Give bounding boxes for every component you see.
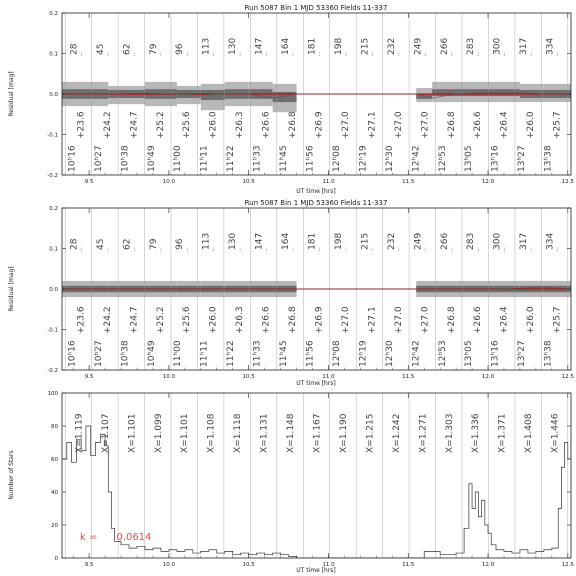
airmass-label: X=1.119	[74, 413, 85, 453]
time-label: 12ʰ53	[437, 340, 448, 367]
field-separator-glyph: :	[397, 246, 400, 253]
time-label: 11ʰ22	[226, 340, 237, 367]
field-number-label: 164	[281, 232, 292, 250]
panel-1-ylabel: Residual [mag]	[8, 71, 15, 117]
value-label: +27.1	[367, 306, 378, 334]
field-separator-glyph: :	[212, 51, 215, 58]
residual-band-inner	[273, 92, 297, 102]
value-label: +24.7	[129, 306, 140, 334]
field-number-label: 317	[519, 232, 530, 250]
value-label: +27.0	[420, 306, 431, 334]
y-tick-label: 0.0	[49, 287, 58, 293]
time-label: 11ʰ45	[279, 340, 290, 367]
value-label: +26.0	[526, 111, 537, 139]
value-label: +26.0	[208, 306, 219, 334]
y-tick-label: -0.2	[47, 368, 58, 374]
panel-2-xlabel: UT time [hrs]	[296, 380, 336, 387]
star-count-panel	[8, 391, 574, 574]
field-separator-glyph: :	[318, 51, 321, 58]
y-tick-label: -0.1	[47, 327, 58, 334]
field-number-label: 249	[413, 37, 424, 55]
value-label: +26.9	[314, 306, 325, 334]
field-separator-glyph: :	[159, 246, 162, 253]
field-separator-glyph: :	[239, 246, 242, 253]
x-tick-label: 12.0	[481, 562, 495, 568]
field-separator-glyph: :	[106, 246, 109, 253]
field-number-label: 283	[466, 37, 477, 55]
time-label: 11ʰ00	[173, 145, 184, 172]
panel-3-xlabel: UT time [hrs]	[296, 567, 336, 574]
x-tick-label: 11.5	[402, 562, 415, 568]
time-label: 12ʰ08	[331, 340, 342, 367]
field-number-label: 130	[228, 37, 239, 55]
field-separator-glyph: :	[292, 246, 295, 253]
value-label: +26.6	[473, 111, 484, 139]
field-separator-glyph: :	[133, 51, 136, 58]
field-number-label: 334	[545, 232, 556, 250]
x-tick-label: 12.0	[481, 374, 495, 380]
time-label: 12ʰ30	[384, 340, 395, 367]
x-tick-label: 10.0	[162, 562, 176, 568]
field-separator-glyph: :	[556, 246, 559, 253]
airmass-label: X=1.108	[206, 413, 217, 453]
field-separator-glyph: :	[344, 246, 347, 253]
x-tick-label: 10.0	[162, 179, 176, 185]
time-label: 12ʰ19	[358, 340, 369, 367]
value-label: +26.4	[499, 111, 510, 139]
time-label: 11ʰ11	[199, 340, 210, 367]
time-label: 12ʰ42	[411, 340, 422, 367]
time-label: 13ʰ05	[464, 340, 475, 367]
field-number-label: 266	[439, 232, 450, 250]
value-label: +23.6	[76, 306, 87, 334]
value-label: +26.8	[288, 111, 299, 139]
field-number-label: 147	[254, 37, 265, 55]
value-label: +26.8	[288, 306, 299, 334]
field-number-label: 45	[95, 43, 106, 55]
value-label: +27.0	[340, 306, 351, 334]
time-label: 10ʰ38	[120, 340, 131, 367]
value-label: +25.7	[552, 111, 563, 139]
field-separator-glyph: :	[265, 51, 268, 58]
y-tick-label: -0.2	[47, 173, 58, 179]
field-number-label: 45	[95, 238, 106, 250]
x-tick-label: 10.5	[242, 562, 255, 568]
x-tick-label: 12.5	[561, 179, 574, 185]
field-number-label: 79	[148, 43, 159, 55]
time-label: 11ʰ45	[279, 145, 290, 172]
value-label: +24.2	[102, 306, 113, 334]
field-separator-glyph: :	[371, 246, 374, 253]
value-label: +26.0	[526, 306, 537, 334]
field-separator-glyph: :	[503, 246, 506, 253]
panel-3-annotation: k = 0.0614	[80, 532, 152, 543]
x-tick-label: 10.5	[242, 374, 255, 380]
field-number-label: 96	[175, 43, 186, 55]
time-label: 13ʰ16	[490, 340, 501, 367]
time-label: 12ʰ42	[411, 145, 422, 172]
field-separator-glyph: :	[133, 246, 136, 253]
y-tick-label: 40	[51, 490, 58, 496]
y-tick-label: 0.2	[49, 206, 58, 212]
time-label: 12ʰ53	[437, 145, 448, 172]
panel-1-xlabel: UT time [hrs]	[296, 188, 336, 195]
value-label: +26.0	[208, 111, 219, 139]
value-label: +26.9	[314, 111, 325, 139]
x-tick-label: 12.0	[481, 179, 495, 185]
time-label: 10ʰ38	[120, 145, 131, 172]
airmass-label: X=1.101	[180, 413, 191, 453]
airmass-label: X=1.303	[444, 413, 455, 453]
field-number-label: 334	[545, 37, 556, 55]
value-label: +26.8	[446, 111, 457, 139]
airmass-label: X=1.148	[286, 413, 297, 453]
field-separator-glyph: :	[503, 51, 506, 58]
airmass-label: X=1.118	[233, 413, 244, 453]
time-label: 10ʰ16	[67, 145, 78, 172]
value-label: +25.6	[182, 111, 193, 139]
residual-band-inner	[201, 90, 225, 100]
time-label: 11ʰ22	[226, 145, 237, 172]
value-label: +26.4	[499, 306, 510, 334]
value-label: +26.6	[261, 111, 272, 139]
airmass-label: X=1.215	[365, 413, 376, 453]
time-label: 11ʰ33	[252, 145, 263, 172]
x-tick-label: 10.0	[162, 374, 176, 380]
airmass-label: X=1.242	[391, 413, 402, 453]
field-number-label: 28	[69, 43, 80, 55]
field-separator-glyph: :	[239, 51, 242, 58]
x-tick-label: 10.5	[242, 179, 255, 185]
field-number-label: 232	[386, 37, 397, 55]
field-number-label: 96	[175, 238, 186, 250]
field-separator-glyph: :	[265, 246, 268, 253]
x-tick-label: 11.0	[322, 179, 335, 185]
value-label: +26.6	[473, 306, 484, 334]
y-tick-label: 80	[51, 424, 58, 430]
field-separator-glyph: :	[80, 51, 83, 58]
x-tick-label: 11.5	[402, 374, 415, 380]
time-label: 13ʰ27	[517, 340, 528, 367]
x-tick-label: 12.5	[561, 374, 574, 380]
value-label: +26.8	[446, 306, 457, 334]
y-tick-label: 0.2	[49, 11, 58, 17]
time-label: 10ʰ49	[146, 340, 157, 367]
field-number-label: 62	[122, 238, 133, 250]
field-number-label: 164	[281, 37, 292, 55]
field-separator-glyph: :	[371, 51, 374, 58]
field-number-label: 198	[333, 232, 344, 250]
time-label: 12ʰ30	[384, 145, 395, 172]
field-separator-glyph: :	[556, 51, 559, 58]
field-number-label: 249	[413, 232, 424, 250]
residual-panel-2	[8, 199, 574, 387]
value-label: +26.3	[235, 306, 246, 334]
x-tick-label: 11.0	[322, 374, 335, 380]
field-separator-glyph: :	[424, 51, 427, 58]
airmass-label: X=1.099	[153, 413, 164, 453]
field-separator-glyph: :	[292, 51, 295, 58]
value-label: +27.0	[420, 111, 431, 139]
y-tick-label: 0.0	[49, 92, 58, 98]
time-label: 11ʰ00	[173, 340, 184, 367]
time-label: 10ʰ16	[67, 340, 78, 367]
airmass-label: X=1.336	[471, 413, 482, 453]
value-label: +27.0	[340, 111, 351, 139]
time-label: 11ʰ56	[305, 340, 316, 367]
field-separator-glyph: :	[424, 246, 427, 253]
field-separator-glyph: :	[530, 51, 533, 58]
field-number-label: 283	[466, 232, 477, 250]
field-number-label: 215	[360, 37, 371, 55]
time-label: 12ʰ19	[358, 145, 369, 172]
y-tick-label: 60	[51, 457, 58, 463]
field-separator-glyph: :	[186, 51, 189, 58]
x-tick-label: 9.5	[84, 374, 94, 380]
time-label: 13ʰ38	[543, 340, 554, 367]
field-number-label: 266	[439, 37, 450, 55]
field-separator-glyph: :	[344, 51, 347, 58]
airmass-label: X=1.408	[524, 413, 535, 453]
y-tick-label: -0.1	[47, 132, 58, 139]
field-number-label: 79	[148, 238, 159, 250]
value-label: +27.0	[393, 306, 404, 334]
value-label: +25.7	[552, 306, 563, 334]
x-tick-label: 9.5	[84, 562, 94, 568]
x-tick-label: 11.0	[322, 562, 335, 568]
field-separator-glyph: :	[450, 51, 453, 58]
time-label: 10ʰ27	[93, 340, 104, 367]
field-number-label: 215	[360, 232, 371, 250]
field-separator-glyph: :	[450, 246, 453, 253]
field-separator-glyph: :	[80, 246, 83, 253]
field-separator-glyph: :	[106, 51, 109, 58]
field-separator-glyph: :	[477, 51, 480, 58]
field-separator-glyph: :	[212, 246, 215, 253]
y-tick-label: 0.1	[49, 246, 58, 253]
panel-1-title: Run 5087 Bin 1 MJD 53360 Fields 11-337	[244, 4, 388, 12]
time-label: 13ʰ27	[517, 145, 528, 172]
field-separator-glyph: :	[477, 246, 480, 253]
time-label: 11ʰ11	[199, 145, 210, 172]
time-label: 13ʰ16	[490, 145, 501, 172]
airmass-label: X=1.271	[418, 413, 429, 453]
time-label: 10ʰ27	[93, 145, 104, 172]
airmass-label: X=1.131	[259, 413, 270, 453]
time-label: 13ʰ38	[543, 145, 554, 172]
time-label: 10ʰ49	[146, 145, 157, 172]
field-number-label: 198	[333, 37, 344, 55]
value-label: +27.1	[367, 111, 378, 139]
panel-2-title: Run 5087 Bin 1 MJD 53360 Fields 11-337	[244, 199, 388, 207]
airmass-label: X=1.101	[127, 413, 138, 453]
field-separator-glyph: :	[159, 51, 162, 58]
x-tick-label: 11.5	[402, 179, 415, 185]
value-label: +25.2	[155, 111, 166, 139]
field-number-label: 300	[492, 37, 503, 55]
field-number-label: 317	[519, 37, 530, 55]
panel-3-ylabel: Number of Stars	[8, 450, 15, 500]
value-label: +24.7	[129, 111, 140, 139]
field-separator-glyph: :	[186, 246, 189, 253]
field-number-label: 232	[386, 232, 397, 250]
field-number-label: 300	[492, 232, 503, 250]
y-tick-label: 0	[54, 556, 58, 562]
value-label: +26.3	[235, 111, 246, 139]
panel-2-ylabel: Residual [mag]	[8, 266, 15, 312]
time-label: 13ʰ05	[464, 145, 475, 172]
value-label: +25.2	[155, 306, 166, 334]
field-number-label: 181	[307, 232, 318, 250]
field-number-label: 181	[307, 37, 318, 55]
value-label: +25.6	[182, 306, 193, 334]
field-separator-glyph: :	[397, 51, 400, 58]
x-tick-label: 12.5	[561, 562, 574, 568]
field-separator-glyph: :	[530, 246, 533, 253]
airmass-label: X=1.167	[312, 413, 323, 453]
y-tick-label: 100	[47, 391, 58, 397]
field-number-label: 130	[228, 232, 239, 250]
value-label: +24.2	[102, 111, 113, 139]
field-number-label: 62	[122, 43, 133, 55]
airmass-label: X=1.446	[550, 413, 561, 453]
value-label: +26.6	[261, 306, 272, 334]
y-tick-label: 20	[51, 523, 58, 529]
value-label: +27.0	[393, 111, 404, 139]
field-separator-glyph: :	[318, 246, 321, 253]
value-label: +23.6	[76, 111, 87, 139]
time-label: 11ʰ33	[252, 340, 263, 367]
time-label: 11ʰ56	[305, 145, 316, 172]
airmass-label: X=1.190	[338, 413, 349, 453]
y-tick-label: 0.1	[49, 51, 58, 58]
residual-panel-1	[8, 4, 574, 195]
field-number-label: 113	[201, 232, 212, 250]
field-number-label: 28	[69, 238, 80, 250]
x-tick-label: 9.5	[84, 179, 94, 185]
airmass-label: X=1.371	[497, 413, 508, 453]
field-number-label: 147	[254, 232, 265, 250]
airmass-label: X=1.107	[100, 413, 111, 453]
field-number-label: 113	[201, 37, 212, 55]
time-label: 12ʰ08	[331, 145, 342, 172]
